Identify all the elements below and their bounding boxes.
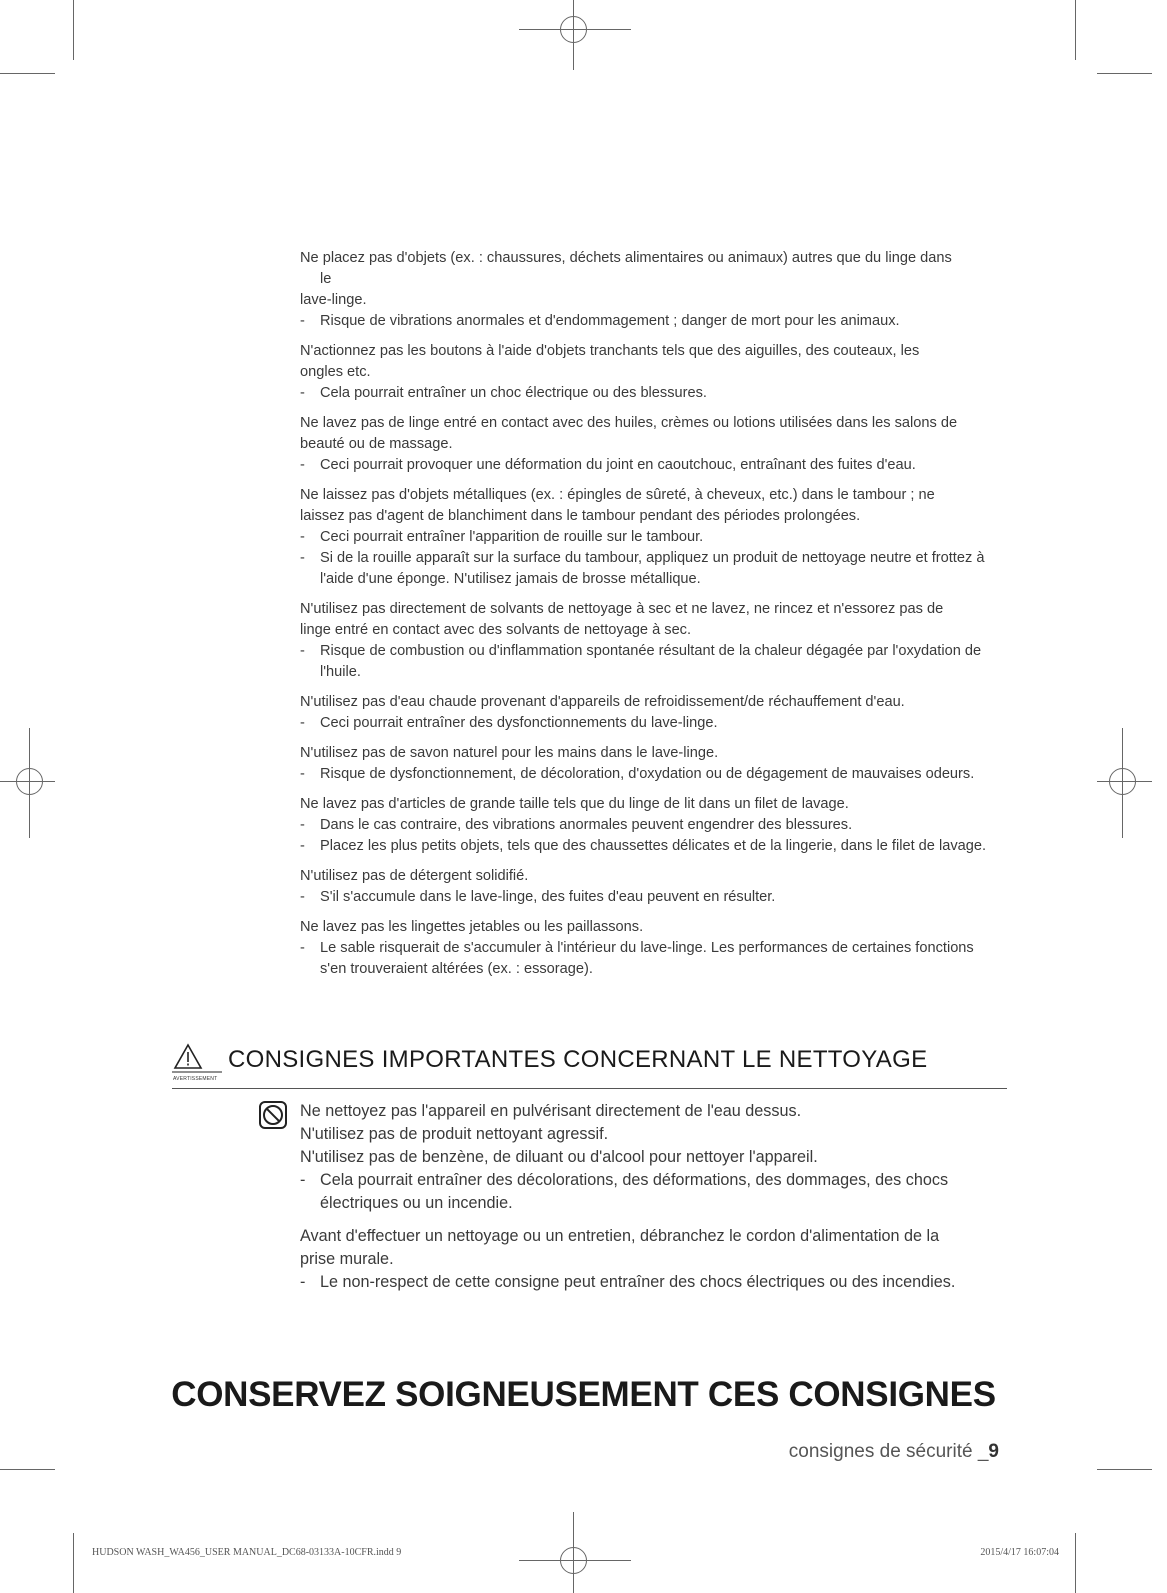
warning-consequence: - Ceci pourrait provoquer une déformation du joint en caoutchouc, entraînant des fuites d'eau. — [300, 457, 916, 473]
warning-consequence: - Placez les plus petits objets, tels que des chaussettes délicates et de la lingerie, dans le filet de lavage. — [300, 838, 987, 854]
cleaning-instructions — [300, 1100, 1000, 1304]
warning-item — [300, 917, 1000, 980]
warning-item — [300, 599, 1000, 683]
print-file-info: HUDSON WASH_WA456_USER MANUAL_DC68-03133A-10CFR.indd 9 — [92, 1547, 402, 1558]
warning-consequence: - Si de la rouille apparaît sur la surface du tambour, appliquez un produit de nettoyage neutre et frottez à l'aide d'une éponge. N'utilisez jamais de brosse métallique. — [300, 550, 985, 587]
warning-text: N'utilisez pas d'eau chaude provenant d'appareils de refroidissement/de réchauffement d'eau. — [300, 694, 905, 710]
cleaning-text: Avant d'effectuer un nettoyage ou un entretien, débranchez le cordon d'alimentation de la prise murale. — [300, 1227, 940, 1268]
warning-text: N'actionnez pas les boutons à l'aide d'objets tranchants tels que des aiguilles, des couteaux, les ongles etc. — [300, 343, 920, 380]
warning-item — [300, 866, 1000, 908]
page-footer — [789, 1441, 999, 1463]
warning-consequence: - Risque de vibrations anormales et d'endommagement ; danger de mort pour les animaux. — [300, 313, 900, 329]
warning-consequence: - Risque de combustion ou d'inflammation spontanée résultant de la chaleur dégagée par l'oxydation de l'huile. — [300, 643, 982, 680]
warning-item — [300, 485, 1000, 590]
warning-consequence: - Risque de dysfonctionnement, de décoloration, d'oxydation ou de dégagement de mauvaises odeurs. — [300, 766, 975, 782]
keep-instructions-title: CONSERVEZ SOIGNEUSEMENT CES CONSIGNES — [171, 1375, 996, 1414]
warning-consequence: - Cela pourrait entraîner un choc électrique ou des blessures. — [300, 385, 707, 401]
warning-label: AVERTISSEMENT — [173, 1076, 218, 1082]
cleaning-item — [300, 1100, 1000, 1215]
warning-item — [300, 794, 1000, 857]
print-date-info: 2015/4/17 16:07:04 — [980, 1547, 1059, 1558]
no-spray-icon — [258, 1100, 288, 1130]
cleaning-text: Ne nettoyez pas l'appareil en pulvérisant directement de l'eau dessus. N'utilisez pas de produit nettoyant agressif. N'utilisez pas de benzène, de diluant ou d'alcool pour nettoyer l'appareil. — [300, 1102, 818, 1166]
cleaning-item — [300, 1225, 1000, 1294]
warning-text: Ne lavez pas de linge entré en contact avec des huiles, crèmes ou lotions utilisées dans les salons de beauté ou de massage. — [300, 415, 958, 452]
warning-text: Ne lavez pas les lingettes jetables ou les paillassons. — [300, 919, 644, 935]
cleaning-consequence: - Cela pourrait entraîner des décolorations, des déformations, des dommages, des chocs électriques ou un incendie. — [300, 1171, 949, 1212]
warning-text: Ne lavez pas d'articles de grande taille tels que du linge de lit dans un filet de lavage. — [300, 796, 849, 812]
warning-item — [300, 743, 1000, 785]
warning-consequence: - Ceci pourrait entraîner des dysfonctionnements du lave-linge. — [300, 715, 718, 731]
warning-text: N'utilisez pas directement de solvants de nettoyage à sec et ne lavez, ne rincez et n'essorez pas de linge entré en contact avec des solvants de nettoyage à sec. — [300, 601, 944, 638]
warning-consequence: - Dans le cas contraire, des vibrations anormales peuvent engendrer des blessures. — [300, 817, 853, 833]
warning-item — [300, 248, 1000, 332]
warning-consequence: - Le sable risquerait de s'accumuler à l'intérieur du lave-linge. Les performances de certaines fonctions s'en trouveraient altérées (ex. : essorage). — [300, 940, 974, 977]
warning-item — [300, 692, 1000, 734]
section-heading — [172, 1040, 1007, 1089]
cleaning-consequence: - Le non-respect de cette consigne peut entraîner des chocs électriques ou des incendies. — [300, 1273, 956, 1291]
warning-text: Ne placez pas d'objets (ex. : chaussures, déchets alimentaires ou animaux) autres que du linge dans le lave-linge. — [300, 250, 952, 308]
warning-text: N'utilisez pas de savon naturel pour les mains dans le lave-linge. — [300, 745, 719, 761]
warning-text: Ne laissez pas d'objets métalliques (ex. : épingles de sûreté, à cheveux, etc.) dans le tambour ; ne laissez pas d'agent de blanchiment dans le tambour pendant des périodes prolongées. — [300, 487, 935, 524]
section-title: CONSIGNES IMPORTANTES CONCERNANT LE NETTOYAGE — [228, 1046, 928, 1073]
footer-label: consignes de sécurité _ — [788, 1441, 989, 1462]
warning-consequence: - Ceci pourrait entraîner l'apparition de rouille sur le tambour. — [300, 529, 704, 545]
warning-item — [300, 341, 1000, 404]
safety-warnings — [300, 248, 1000, 989]
warning-text: N'utilisez pas de détergent solidifié. — [300, 868, 529, 884]
warning-item — [300, 413, 1000, 476]
page-number: 9 — [988, 1441, 999, 1462]
warning-consequence: - S'il s'accumule dans le lave-linge, des fuites d'eau peuvent en résulter. — [300, 889, 776, 905]
